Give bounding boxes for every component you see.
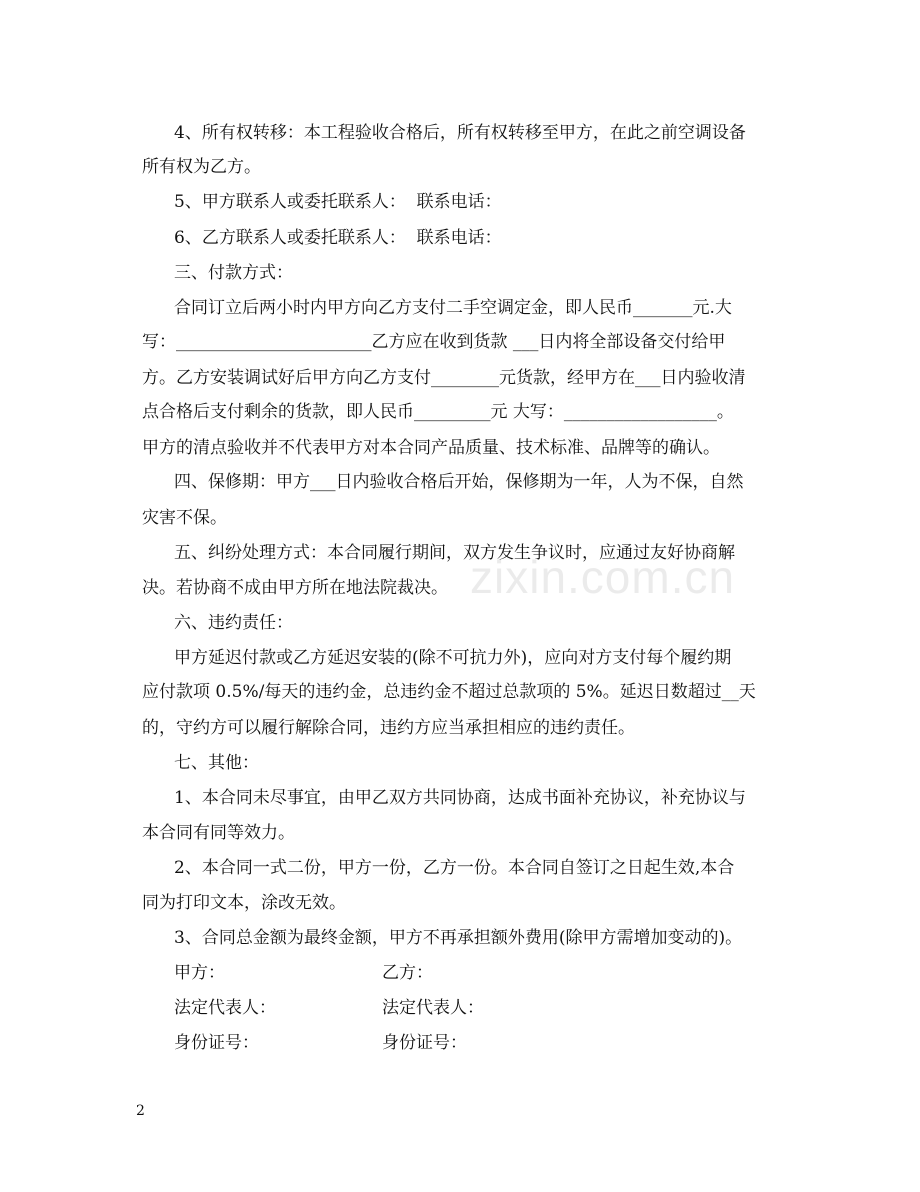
id-a-label: 身份证号：	[174, 1033, 259, 1053]
payment-line-3: 方。乙方安装调试好后甲方向乙方支付________元货款，经甲方在___日内验收清	[142, 368, 746, 388]
other-1-line-2: 本合同有同等效力。	[142, 823, 295, 843]
payment-line-1: 合同订立后两小时内甲方向乙方支付二手空调定金，即人民币_______元.大	[174, 298, 732, 318]
other-2-line-2: 同为打印文本，涂改无效。	[142, 893, 346, 913]
clause-5: 5、甲方联系人或委托联系人： 联系电话：	[174, 192, 502, 212]
payment-line-2: 写：_______________________乙方应在收到货款 ___日内将全部设备交付给甲	[142, 332, 726, 352]
clause-4-line-2: 所有权为乙方。	[142, 157, 261, 177]
party-b-label: 乙方：	[382, 963, 433, 983]
other-1-line-1: 1、本合同未尽事宜，由甲乙双方共同协商，达成书面补充协议，补充协议与	[174, 788, 746, 808]
page-number: 2	[136, 1103, 145, 1119]
clause-6: 6、乙方联系人或委托联系人： 联系电话：	[174, 228, 502, 248]
payment-line-5: 甲方的清点验收并不代表甲方对本合同产品质量、技术标准、品牌等的确认。	[142, 438, 720, 458]
breach-line-2: 应付款项 0.5%/每天的违约金，总违约金不超过总款项的 5%。延迟日数超过__天	[142, 682, 756, 702]
rep-b-label: 法定代表人：	[382, 998, 484, 1018]
payment-line-4: 点合格后支付剩余的货款，即人民币_________元 大写：__________________。	[142, 402, 734, 422]
section-6-heading: 六、违约责任：	[174, 613, 293, 633]
watermark: zixin.com.cn	[470, 551, 736, 603]
breach-line-3: 的，守约方可以履行解除合同，违约方应当承担相应的违约责任。	[142, 718, 635, 738]
warranty-line-2: 灾害不保。	[142, 508, 227, 528]
dispute-line-2: 决。若协商不成由甲方所在地法院裁决。	[142, 578, 448, 598]
other-3: 3、合同总金额为最终金额，甲方不再承担额外费用(除甲方需增加变动的)。	[174, 928, 743, 948]
section-3-heading: 三、付款方式：	[174, 263, 293, 283]
clause-4-line-1: 4、所有权转移：本工程验收合格后，所有权转移至甲方，在此之前空调设备	[174, 123, 746, 143]
breach-line-1: 甲方延迟付款或乙方延迟安装的(除不可抗力外)，应向对方支付每个履约期	[174, 648, 732, 668]
section-7-heading: 七、其他：	[174, 753, 259, 773]
id-b-label: 身份证号：	[382, 1033, 467, 1053]
warranty-line-1: 四、保修期：甲方___日内验收合格后开始，保修期为一年，人为不保，自然	[174, 472, 744, 492]
party-a-label: 甲方：	[174, 963, 225, 983]
dispute-line-1: 五、纠纷处理方式：本合同履行期间，双方发生争议时，应通过友好协商解	[174, 543, 735, 563]
other-2-line-1: 2、本合同一式二份，甲方一份，乙方一份。本合同自签订之日起生效,本合	[174, 858, 735, 878]
rep-a-label: 法定代表人：	[174, 998, 276, 1018]
